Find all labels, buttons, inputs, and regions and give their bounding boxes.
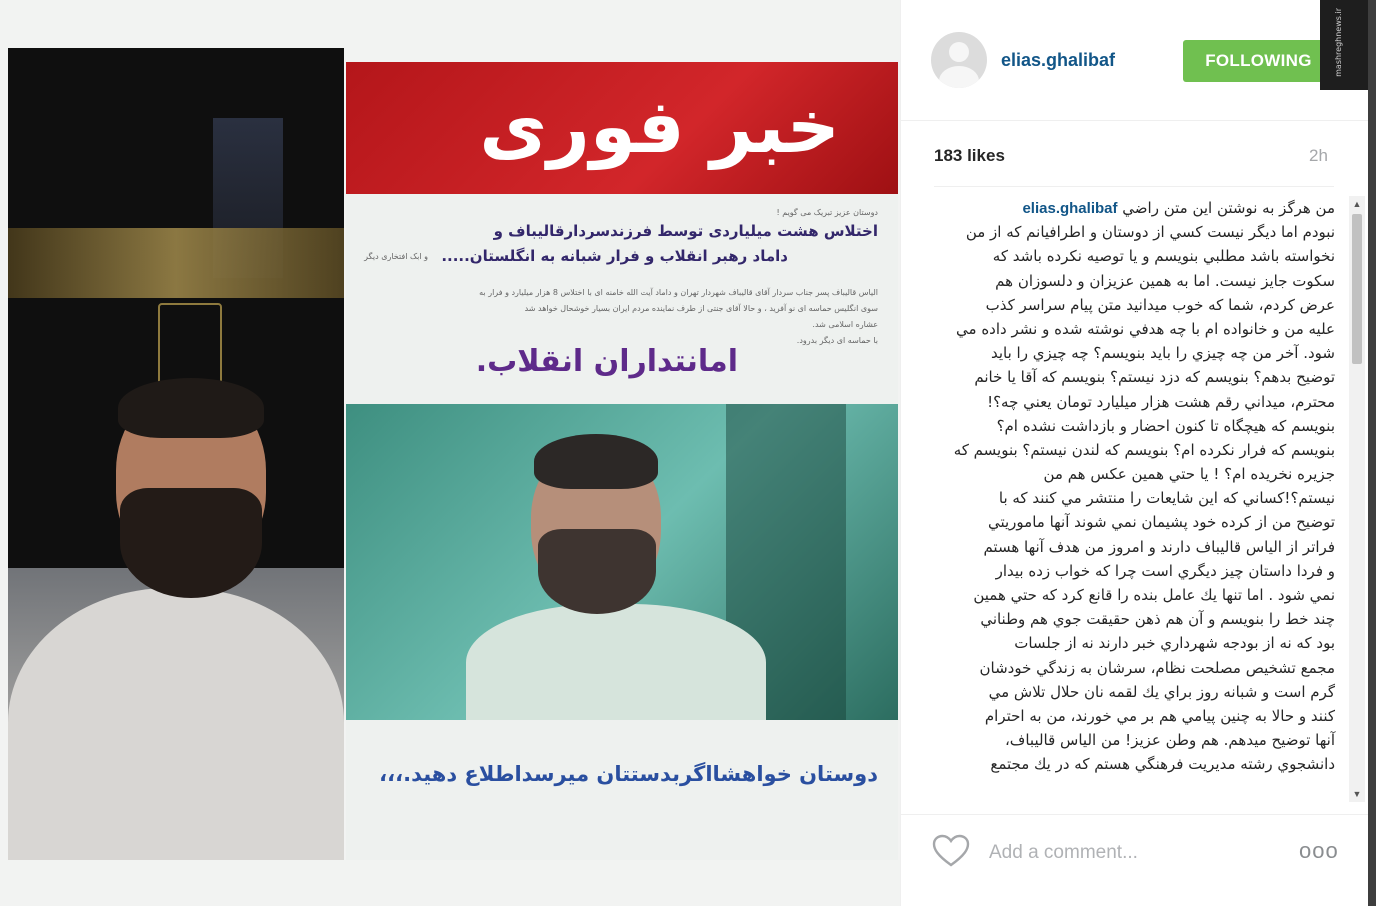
caption-line: عليه من و خانواده ام با چه هدفي نوشته شده و نشر داده مي <box>956 319 1335 338</box>
username-link[interactable]: elias.ghalibaf <box>1001 50 1116 70</box>
caption-first-line <box>933 196 1335 220</box>
watermark-text: mashreghnews.ir <box>1334 8 1343 77</box>
caption-line: دانشجوي رشته مديريت فرهنگي هستم که در يك مجتمع <box>990 755 1335 774</box>
caption-box[interactable] <box>925 196 1343 802</box>
caption-line: نبودم اما ديگر نيست کسي از دوستان و اطرافيانم که از من <box>965 223 1335 242</box>
scroll-down-arrow-icon[interactable]: ▼ <box>1352 789 1362 799</box>
photo-person-kaaba <box>8 48 344 860</box>
person-hair <box>118 378 264 438</box>
scroll-up-arrow-icon[interactable]: ▲ <box>1352 199 1362 209</box>
comment-input[interactable] <box>987 839 1291 867</box>
news-poster <box>346 62 898 860</box>
caption-line: بنويسم که هيچگاه تا کنون احضار و بازداشت نشده ام؟ <box>996 416 1335 435</box>
avatar-head-shape <box>949 42 969 62</box>
person-beard <box>120 488 262 598</box>
poster-line-2: داماد رهبر انقلاب و فرار شبانه به انگلستان..... <box>441 247 788 265</box>
caption-line: محترم، ميداني رقم هشت هزار ميليارد تومان يعني چه؟! <box>987 392 1335 411</box>
caption-line: سکوت جايز نيست. اما به همين عزيزان و دلسوزان هم <box>995 271 1335 290</box>
poster-headline: خبر فوری <box>479 84 840 170</box>
poster-red-banner <box>346 62 898 194</box>
poster-line-1: اختلاس هشت میلیاردی توسط فرزندسردارقالیباف و <box>493 222 878 240</box>
caption-line: بود که نه از بودجه شهرداري خبر دارند نه از جلسات <box>1014 634 1335 653</box>
poster-side-note: و ابک افتخاری دیگر <box>364 252 428 261</box>
caption-first-text: من هرگز به نوشتن اين متن راضي <box>1122 199 1335 217</box>
window-edge <box>1368 0 1376 906</box>
caption-line: نخواسته باشد مطلبي بنويسم و يا توصيه نکرده باشد که <box>992 247 1335 266</box>
caption-line: گرم است و شبانه روز براي يك لقمه نان حلال تلاش مي <box>988 682 1335 701</box>
likes-count[interactable]: 183 likes <box>934 146 1005 165</box>
avatar[interactable] <box>931 32 987 88</box>
caption-line: فراتر از الياس قاليباف دارند و امروز من هدف آنها هستم <box>983 537 1335 556</box>
following-button[interactable]: FOLLOWING <box>1183 40 1334 82</box>
caption-line: مجمع تشخيص مصلحت نظام، سرشان به زندگي خودشان <box>979 658 1335 677</box>
avatar-body-shape <box>939 66 979 88</box>
caption-scrollbar[interactable] <box>1349 196 1365 802</box>
person-shirt <box>8 588 344 860</box>
kaaba-panel-shape <box>158 303 222 387</box>
caption-line: جزيره نخريده ام؟ ! يا حتي همين عکس هم من <box>1043 465 1335 484</box>
photo-hair <box>534 434 658 489</box>
watermark-badge <box>1320 0 1368 90</box>
photo-beard <box>538 529 656 614</box>
caption-line: توضيح من از کرده خود پشيمان نمي شوند آنها ماموريتي <box>987 513 1335 532</box>
poster-body-3: عشاره اسلامی شد. <box>812 320 878 329</box>
kaaba-gold-band <box>8 228 344 298</box>
caption-line: چند خط را بنويسم و آن هم ذهن حقيقت جوي هم وطناني <box>980 610 1335 629</box>
caption-line: بنويسم که فرار نکرده ام؟ بنويسم که لندن نيستم؟ بنويسم که <box>953 440 1335 459</box>
caption-line: عرض کردم، شما که خوب ميدانيد متن پيام سراسر کذب <box>985 295 1335 314</box>
caption-line: آنها توضيح ميدهم. هم وطن عزيز! من الياس قاليباف، <box>1004 731 1335 750</box>
caption-line: شود. آخر من چه چيزي را بايد بنويسم؟ چه چيزي را بايد <box>990 344 1335 363</box>
post-time[interactable]: 2h <box>1309 146 1328 165</box>
heart-icon[interactable] <box>931 831 971 871</box>
scrollbar-thumb[interactable] <box>1352 214 1362 364</box>
caption-line: و فردا داستان چيز ديگري است چرا که خواب زده بيدار <box>995 561 1335 580</box>
post-sidebar <box>900 0 1369 906</box>
post-header <box>901 0 1369 121</box>
caption-line: کنند و حالا به چنين پيامي هم بر مي خورند، من به احترام <box>984 706 1335 725</box>
poster-body-4: با حماسه ای دیگر بدرود. <box>796 336 878 345</box>
caption-username[interactable]: elias.ghalibaf <box>1022 200 1118 217</box>
poster-slogan: امانتداران انقلاب. <box>475 344 738 379</box>
caption-divider <box>934 186 1334 187</box>
caption-line: توضيح بدهم؟ بنويسم که دزد نيستم؟ بنويسم که آقا يا خانم <box>974 368 1335 387</box>
poster-footer: دوستان خواهشااگربدستتان میرسداطلاع دهید.،،، <box>379 762 878 786</box>
photo-shirt <box>466 604 766 720</box>
poster-photo <box>346 404 898 720</box>
caption-line: نيستم؟!کساني که اين شايعات را منتشر مي کنند که با <box>998 489 1335 508</box>
caption-line: نمي شود . اما تنها يك عامل بنده را قانع کرد که حتي همين <box>973 586 1335 604</box>
comment-footer <box>901 814 1369 907</box>
poster-body-2: سوی انگلیس حماسه ای نو آفرید ، و حالا آقای جنتی از طرف نماینده مردم ایران بسیار خوشحال خواهد شد <box>524 304 878 313</box>
poster-top-note: دوستان عزیز تبریک می گویم ! <box>776 208 878 217</box>
more-options-icon[interactable]: ooo <box>1299 838 1339 863</box>
caption-text <box>933 196 1335 777</box>
poster-body-1: الیاس قالیباف پسر جناب سردار آقای قالیباف شهردار تهران و داماد آیت الله خامنه ای با اختلاس 8 هزار میلیارد و فرار به <box>479 288 878 297</box>
